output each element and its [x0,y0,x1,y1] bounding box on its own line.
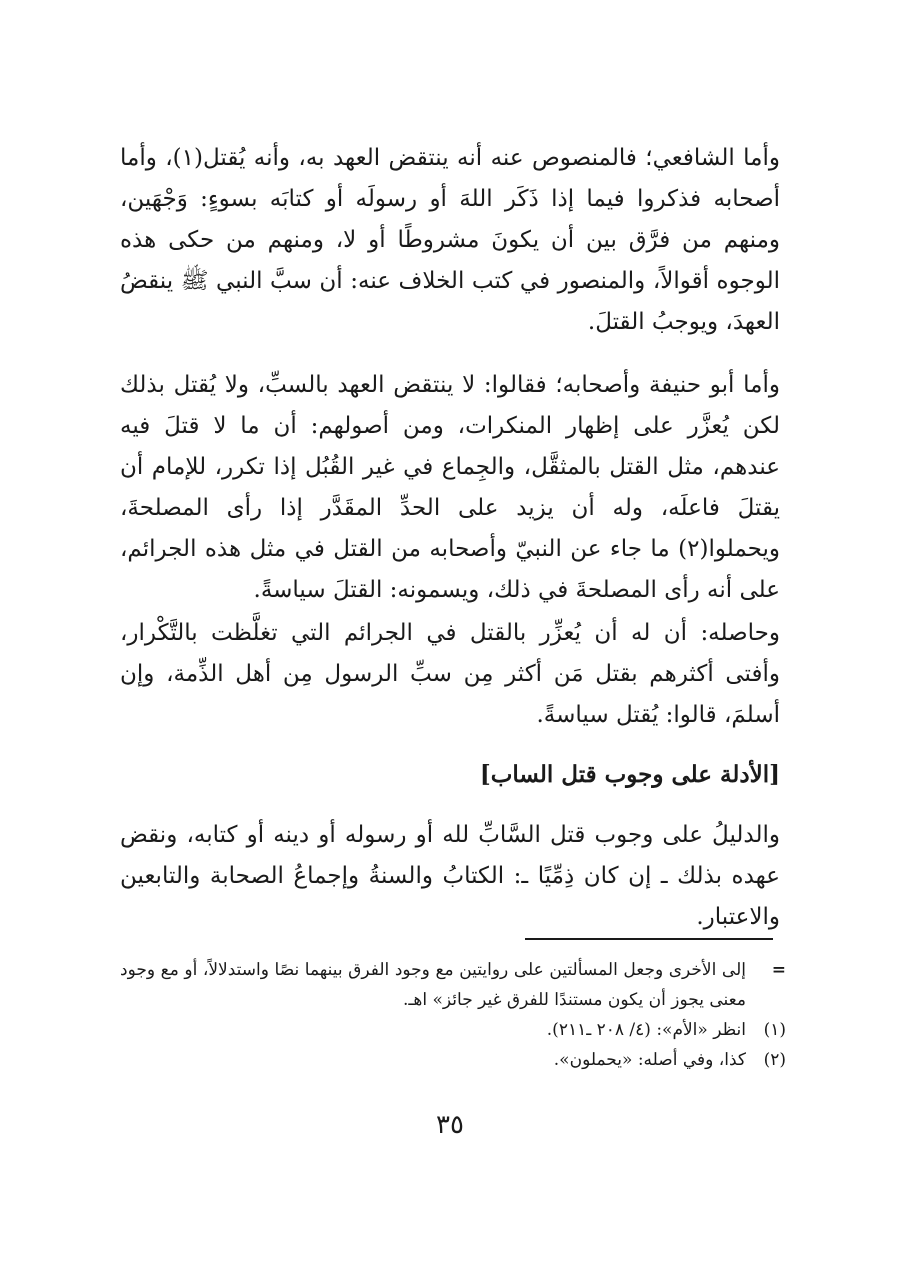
footnote-2 [120,1045,786,1075]
paragraph-abu-hanifa: وأما أبو حنيفة وأصحابه؛ فقالوا: لا ينتقض العهد بالسبِّ، ولا يُقتل بذلك لكن يُعزَّر على إظهار المنكرات، ومن أصولهم: أن ما لا قتلَ فيه عندهم، مثل القتل بالمثقَّل، والجِماع في غير القُبُل إذا تكرر، للإمام أن يقتلَ فاعلَه، وله أن يزيد على الحدِّ المقَدَّر إذا رأى المصلحةَ، ويحملوا(٢) ما جاء عن النبيّ وأصحابه من القتل في مثل هذه الجرائم، على أنه رأى المصلحةَ في ذلك، ويسمونه: القتلَ سياسةً. [120,372,780,603]
footnote-divider [525,938,773,940]
footnote-number: (١) [763,1020,786,1040]
paragraph-shafii: وأما الشافعي؛ فالمنصوص عنه أنه ينتقض العهد به، وأنه يُقتل(١)، وأما أصحابه فذكروا فيما إذا ذَكَر اللهَ أو رسولَه أو كتابَه بسوءٍ: وَجْهَين، ومنهم من فرَّق بين أن يكونَ مشروطًا أو لا، ومنهم من حكى هذه الوجوه أقوالاً، والمنصور في كتب الخلاف عنه: أن سبَّ النبي ﷺ ينقضُ العهدَ، ويوجبُ القتلَ. [120,145,780,335]
footnote-text: انظر «الأم»: (٤/ ٢٠٨ ـ٢١١). [546,1020,746,1040]
footnote-number: (٢) [763,1050,786,1070]
footnote-1 [120,1015,786,1045]
paragraph-summary: وحاصله: أن له أن يُعزِّر بالقتل في الجرائم التي تغلَّظت بالتَّكْرار، وأفتى أكثرهم بقتل مَن أكثر مِن سبِّ الرسول مِن أهل الذِّمة، وإن أسلمَ، قالوا: يُقتل سياسةً. [120,620,780,728]
continuation-text: إلى الأخرى وجعل المسألتين على روايتين مع وجود الفرق بينهما نصًا واستدلالاً، أو مع وجود معنى يجوز أن يكون مستندًا للفرق غير جائز» اهـ. [120,960,746,1010]
page-number: ٣٥ [436,1110,464,1140]
continuation-marker: = [771,960,786,980]
paragraph-evidence: والدليلُ على وجوب قتل السَّابِّ لله أو رسوله أو دينه أو كتابه، ونقض عهده بذلك ـ إن كان ذِمِّيًا ـ: الكتابُ والسنةُ وإجماعُ الصحابة والتابعين والاعتبار. [120,822,780,930]
footnotes [120,955,786,1075]
footnote-text: كذا، وفي أصله: «يحملون». [553,1050,746,1070]
section-heading: [الأدلة على وجوب قتل الساب] [479,761,780,788]
footnote-continuation [120,955,786,1015]
main-text [120,138,780,938]
